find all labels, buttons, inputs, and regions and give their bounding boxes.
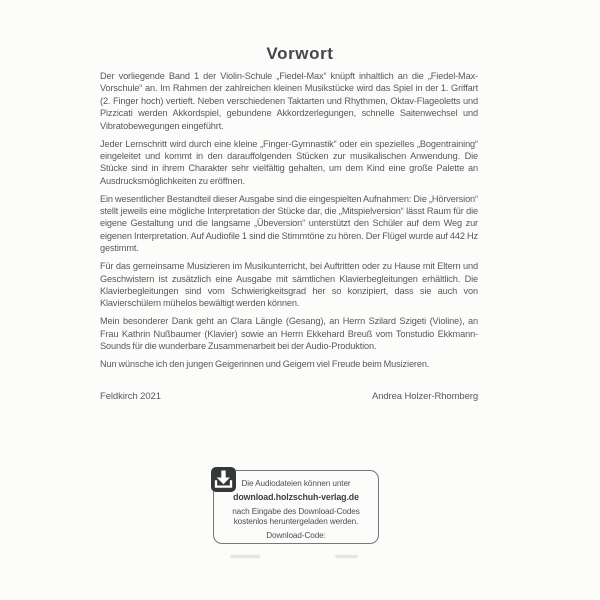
paragraph-5: Mein besonderer Dank geht an Clara Längle (Gesang), an Herrn Szilard Szigeti (Violine), an Frau Kathrin Nußbaumer (Klavier) sowie an Herrn Ekkehard Breuß vom Tonstudio Ekkmann-Sounds für die wunderbare Zusammenarbeit bei der Audio-Produktion.	[100, 316, 478, 352]
paragraph-6: Nun wünsche ich den jungen Geigerinnen und Geigern viel Freude beim Musizieren.	[100, 359, 430, 370]
download-note-line2: kostenlos heruntergeladen werden.	[233, 516, 359, 526]
paragraph-4: Für das gemeinsame Musizieren im Musikunterricht, bei Auftritten oder zu Hause mit Eltern und Geschwistern ist zusätzlich eine Ausgabe mit sämtlichen Klavierbegleitungen erhältlich. Die Klavierbegleitungen sind vom Schwierigkeitsgrad her so konzipiert, dass sie auch von Klavierschülern mühelos bewältigt werden können.	[100, 261, 478, 309]
download-info-box	[213, 470, 379, 544]
paragraph-3: Ein wesentlicher Bestandteil dieser Ausgabe sind die eingespielten Aufnahmen: Die „Hörversion“ stellt jeweils eine mögliche Interpretation der Stücke dar, die „Mitspielversion“ lässt Raum für die eigene Gestaltung und die langsame „Übeversion“ unterstützt den Schüler auf dem Weg zur eigenen Interpretation. Auf Audiofile 1 sind die Stimmtöne zu hören. Der Flügel wurde auf 442 Hz gestimmt.	[100, 193, 478, 254]
signature-author: Andrea Holzer-Rhomberg	[371, 391, 478, 402]
preface-body	[100, 70, 478, 376]
signature-place-date: Feldkirch 2021	[100, 391, 161, 402]
download-note-line1: nach Eingabe des Download-Codes	[232, 507, 360, 516]
download-icon	[211, 467, 236, 492]
download-url: download.holzschuh-verlag.de	[233, 492, 359, 502]
paragraph-2: Jeder Lernschritt wird durch eine kleine „Finger-Gymnastik“ oder ein spezielles „Bogentraining“ eingeleitet und kommt in den darauffolgenden Stücken zur musikalischen Anwendung. Die Stücke sind in ihrem Charakter sehr vielfältig gehalten, um dem Kind eine große Palette an Ausdrucksmöglichkeiten zu eröffnen.	[100, 138, 478, 186]
print-bleed-ghost	[230, 555, 260, 558]
print-bleed-ghost	[335, 555, 358, 558]
download-code-label: Download-Code:	[266, 530, 326, 540]
paragraph-1: Der vorliegende Band 1 der Violin-Schule „Fiedel-Max“ knüpft inhaltlich an die „Fiedel-Max-Vorschule“ an. Im Rahmen der zahlreichen kleinen Musikstücke wird das Spiel in der 1. Griffart (2. Finger hoch) vertieft. Neben verschiedenen Taktarten und Rhythmen, Oktav-Flageoletts und Pizzicati werden Akkordspiel, gebundene Akkordzerlegungen, schnelle Saitenwechsel und Vibratobewegungen eingeführt.	[100, 71, 478, 131]
signature-row	[100, 391, 478, 402]
download-intro-text: Die Audiodateien können unter	[241, 479, 351, 488]
page-title: Vorwort	[266, 44, 334, 64]
